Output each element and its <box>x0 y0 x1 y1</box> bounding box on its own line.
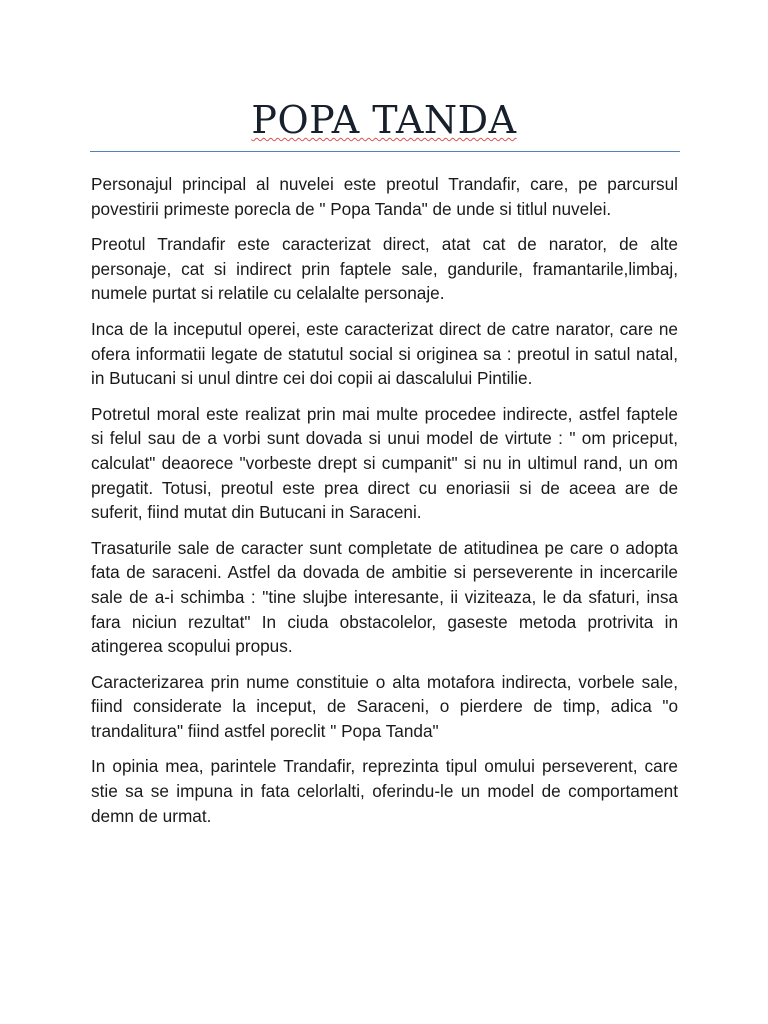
paragraph-2: Preotul Trandafir este caracterizat direct, atat cat de narator, de alte personaje, cat si indirect prin faptele sale, gandurile, framantarile,limbaj, numele purtat si relatile cu celalalte personaje. <box>91 234 678 304</box>
paragraph-1: Personajul principal al nuvelei este preotul Trandafir, care, pe parcursul povestirii primeste porecla de " Popa Tanda" de unde si titlul nuvelei. <box>91 174 678 219</box>
document-title-text: POPA TANDA <box>251 98 517 142</box>
title-divider <box>90 151 680 152</box>
paragraph-4: Potretul moral este realizat prin mai multe procedee indirecte, astfel faptele si felul sau de a vorbi sunt dovada si unui model de virtute : " om priceput, calculat" deaorece "vorbeste drept si cumpanit" si nu in ultimul rand, un om pregatit. Totusi, preotul este prea direct cu enoriasii si de aceea are de suferit, fiind mutat din Butucani in Saraceni. <box>91 403 678 523</box>
paragraph-7: In opinia mea, parintele Trandafir, reprezinta tipul omului perseverent, care stie sa se impuna in fata celorlalti, oferindu-le un model de comportament demn de urmat. <box>91 756 678 826</box>
document-body <box>91 172 678 839</box>
paragraph-5: Trasaturile sale de caracter sunt completate de atitudinea pe care o adopta fata de saraceni. Astfel da dovada de ambitie si perseverente in incercarile sale de a-i schimba : "tine slujbe interesante, ii viziteaza, le da sfaturi, insa fara niciun rezultat" In ciuda obstacolelor, gaseste metoda protrivita in atingerea scopului propus. <box>91 537 678 657</box>
document-title <box>0 96 768 144</box>
paragraph-6: Caracterizarea prin nume constituie o alta motafora indirecta, vorbele sale, fiind considerate la inceput, de Saraceni, o pierdere de timp, adica "o trandalitura" fiind astfel poreclit " Popa Tanda" <box>91 671 678 741</box>
paragraph-3: Inca de la inceputul operei, este caracterizat direct de catre narator, care ne ofera informatii legate de statutul social si originea sa : preotul in satul natal, in Butucani si unul dintre cei doi copii ai dascalului Pintilie. <box>91 318 678 389</box>
